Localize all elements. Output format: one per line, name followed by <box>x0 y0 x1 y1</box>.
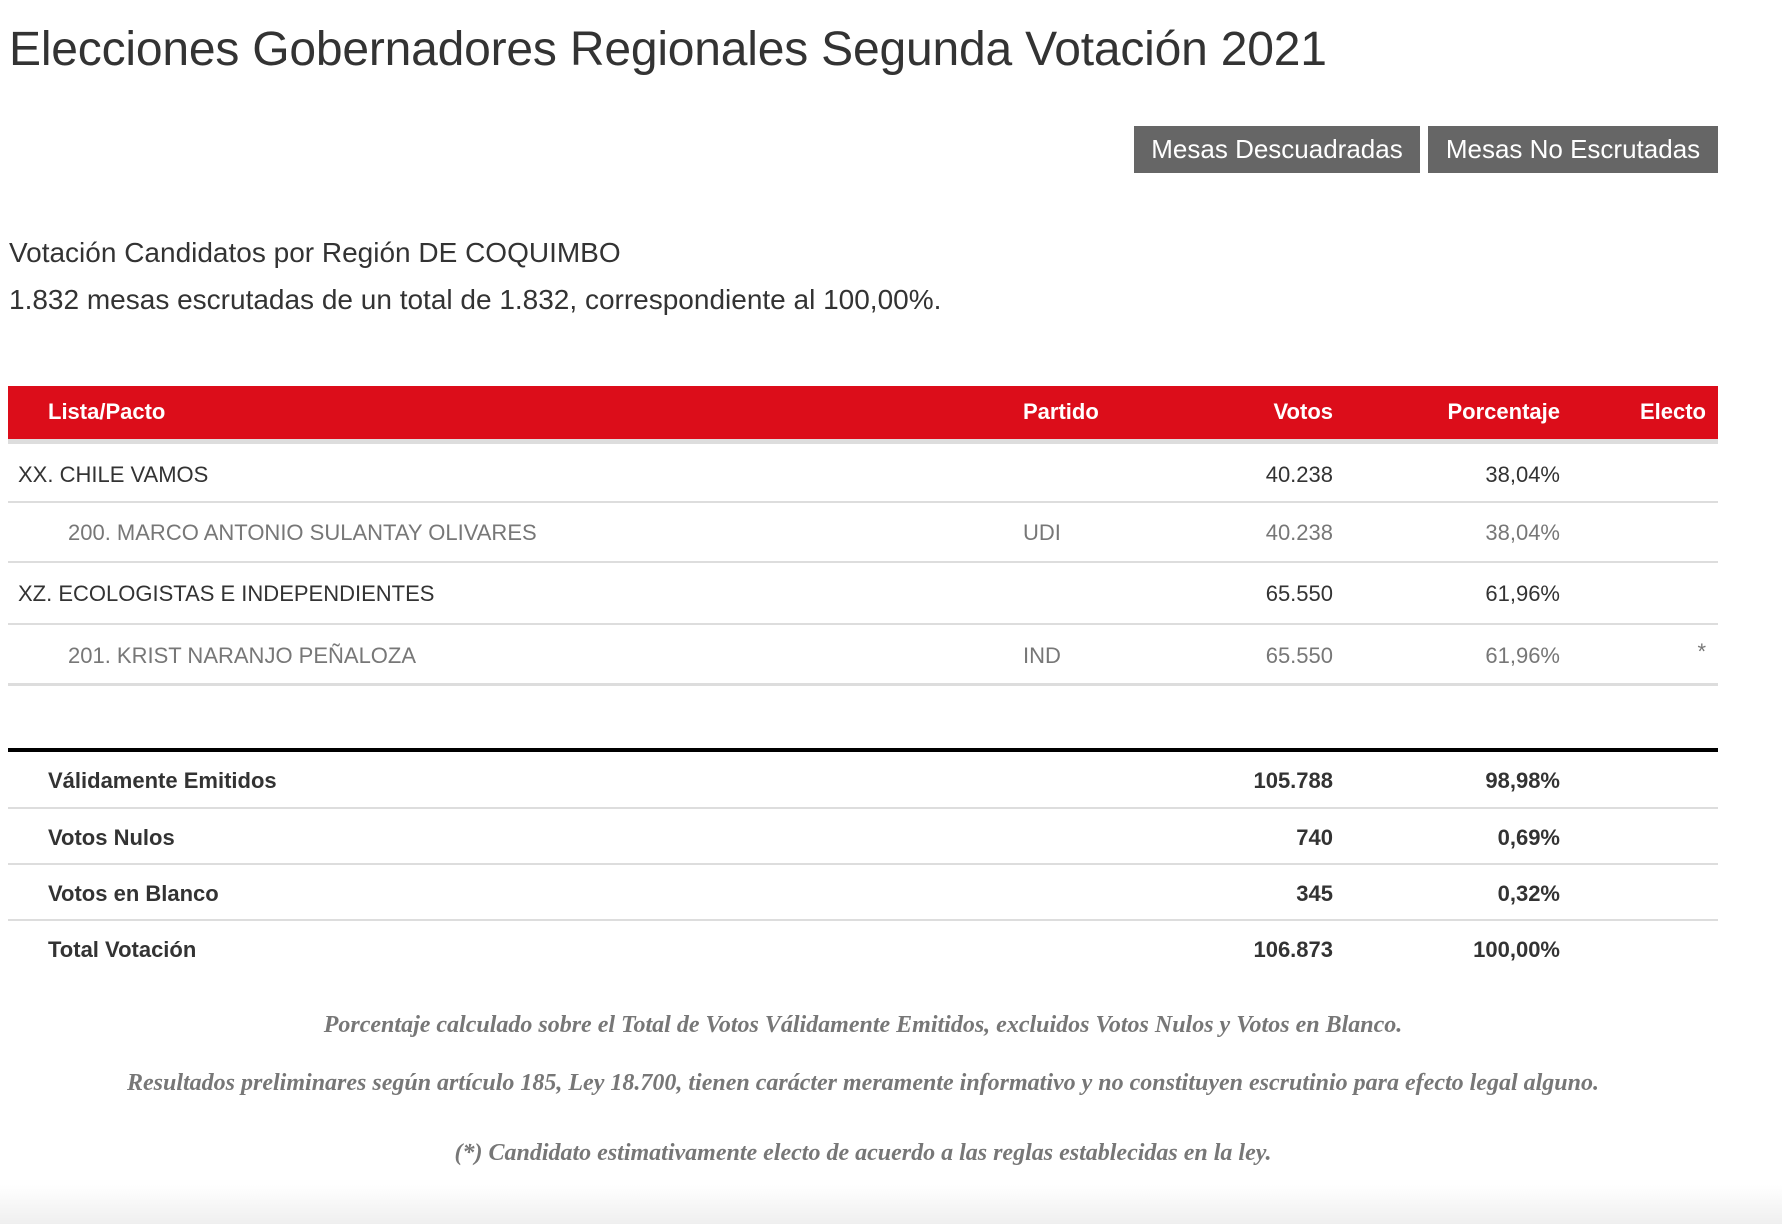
note-preliminary-results: Resultados preliminares según artículo 185, Ley 18.700, tienen carácter meramente informativo y no constituyen escrutinio para efecto legal alguno. <box>127 1070 1599 1096</box>
results-table <box>8 386 1718 686</box>
header-lista-pacto: Lista/Pacto <box>48 399 166 424</box>
totals-label: Votos Nulos <box>48 825 175 850</box>
totals-votes: 105.788 <box>1253 768 1333 793</box>
votes: 40.238 <box>1265 462 1333 487</box>
votes: 65.550 <box>1265 643 1333 668</box>
header-electo: Electo <box>1639 399 1706 424</box>
candidate-name: 200. MARCO ANTONIO SULANTAY OLIVARES <box>68 520 537 545</box>
totals-votes: 345 <box>1296 881 1333 906</box>
percentage: 61,96% <box>1485 581 1560 606</box>
pacto-name: XZ. ECOLOGISTAS E INDEPENDIENTES <box>18 581 435 606</box>
candidate-name: 201. KRIST NARANJO PEÑALOZA <box>68 643 417 668</box>
votes: 65.550 <box>1265 581 1333 606</box>
votes: 40.238 <box>1265 520 1333 545</box>
percentage: 61,96% <box>1485 643 1560 668</box>
party: UDI <box>1023 520 1061 545</box>
mesas-status: 1.832 mesas escrutadas de un total de 1.832, correspondiente al 100,00%. <box>9 284 942 315</box>
mesas-no-escrutadas-button[interactable]: Mesas No Escrutadas <box>1428 126 1718 173</box>
note-elected-asterisk: (*) Candidato estimativamente electo de acuerdo a las reglas establecidas en la ley. <box>454 1140 1272 1166</box>
totals-percentage: 0,32% <box>1497 881 1560 906</box>
totals-row-validos <box>8 752 1718 809</box>
percentage: 38,04% <box>1485 520 1560 545</box>
totals-table <box>8 748 1718 977</box>
table-header <box>8 386 1718 444</box>
elected-asterisk: * <box>1697 639 1706 664</box>
note-percentage-basis: Porcentaje calculado sobre el Total de Votos Válidamente Emitidos, excluidos Votos Nulos y Votos en Blanco. <box>323 1012 1403 1038</box>
totals-votes: 740 <box>1296 825 1333 850</box>
action-buttons <box>1134 126 1718 173</box>
table-row-pacto <box>8 444 1718 503</box>
region-heading: Votación Candidatos por Región DE COQUIMBO <box>9 237 621 268</box>
header-votos: Votos <box>1273 399 1333 424</box>
header-porcentaje: Porcentaje <box>1447 399 1560 424</box>
table-row-pacto <box>8 563 1718 625</box>
totals-label: Votos en Blanco <box>48 881 219 906</box>
percentage: 38,04% <box>1485 462 1560 487</box>
page-title: Elecciones Gobernadores Regionales Segunda Votación 2021 <box>9 23 1327 76</box>
totals-label: Válidamente Emitidos <box>48 768 277 793</box>
header-partido: Partido <box>1023 399 1099 424</box>
totals-votes: 106.873 <box>1253 937 1333 962</box>
pacto-name: XX. CHILE VAMOS <box>18 462 209 487</box>
table-row-candidate <box>8 625 1718 686</box>
totals-percentage: 98,98% <box>1485 768 1560 793</box>
totals-percentage: 0,69% <box>1497 825 1560 850</box>
totals-label: Total Votación <box>48 937 197 962</box>
totals-row-total <box>8 921 1718 977</box>
mesas-descuadradas-button[interactable]: Mesas Descuadradas <box>1134 126 1420 173</box>
table-row-candidate <box>8 503 1718 563</box>
totals-percentage: 100,00% <box>1473 937 1560 962</box>
party: IND <box>1023 643 1061 668</box>
totals-row-blancos <box>8 865 1718 921</box>
totals-row-nulos <box>8 809 1718 865</box>
